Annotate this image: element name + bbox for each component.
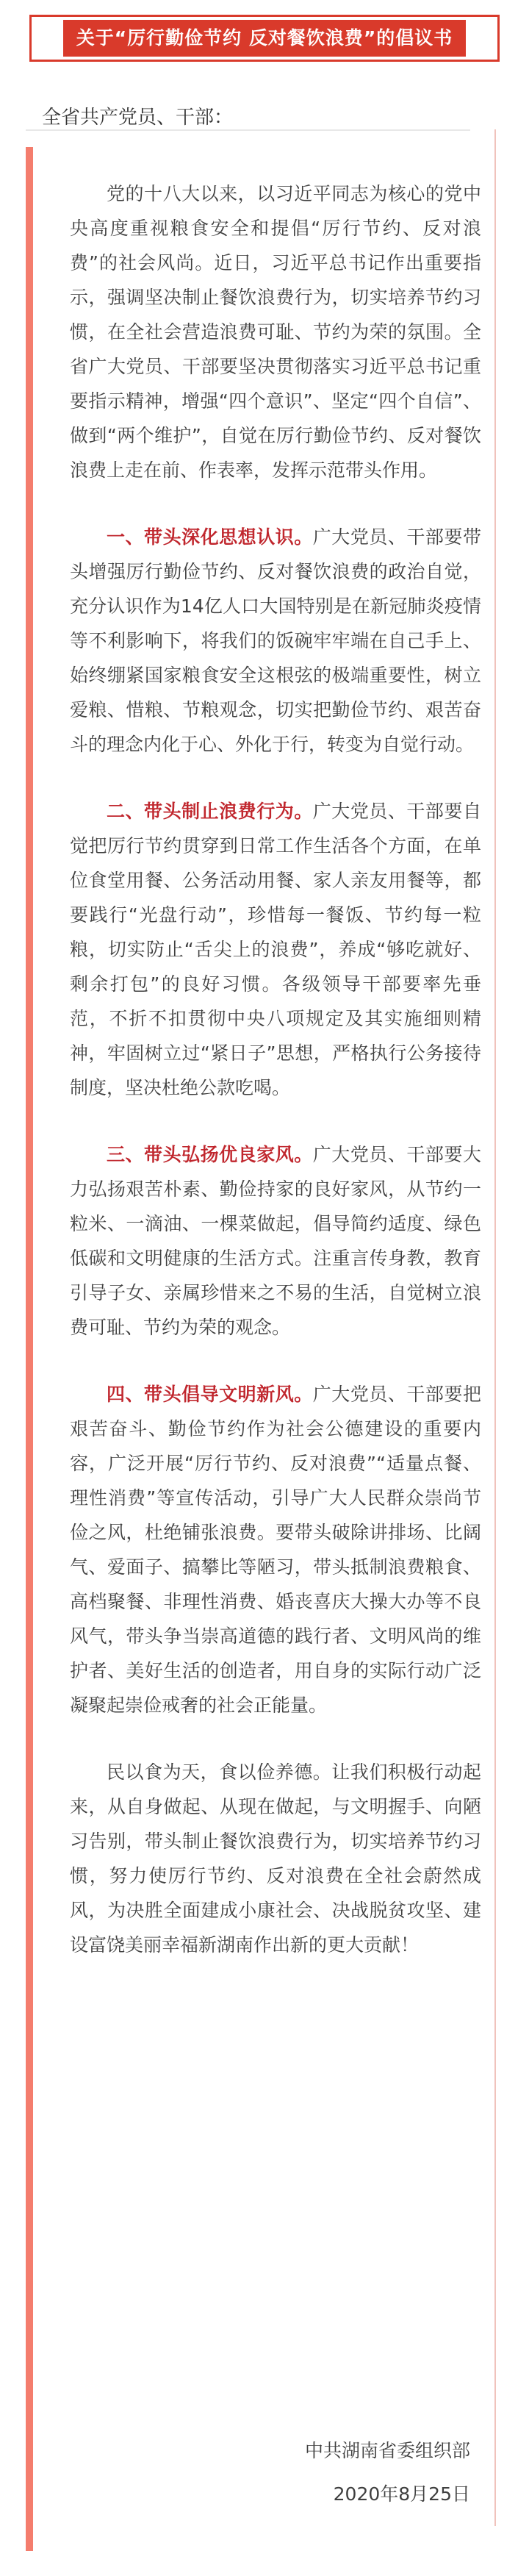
paragraph-closing xyxy=(70,1755,481,1962)
paragraph-intro xyxy=(70,176,481,487)
paragraphs xyxy=(70,176,481,1994)
paragraph-point-1 xyxy=(70,520,481,762)
paragraph-lead: 二、带头制止浪费行为。 xyxy=(107,801,313,822)
right-border xyxy=(494,129,496,2526)
paragraph-point-2 xyxy=(70,794,481,1105)
page-title: 关于“厉行勤俭节约 反对餐饮浪费”的倡议书 xyxy=(63,20,467,57)
paragraph-text: 民以食为天，食以俭养德。让我们积极行动起来，从自身做起、从现在做起，与文明握手、向陋习告别，带头制止餐饮浪费行为，切实培养节约习惯，努力使厉行节约、反对浪费在全社会蔚然成风，为决胜全面建成小康社会、决战脱贫攻坚、建设富饶美丽幸福新湖南作出新的更大贡献！ xyxy=(70,1761,481,1956)
paragraph-text: 广大党员、干部要大力弘扬艰苦朴素、勤俭持家的良好家风，从节约一粒米、一滴油、一棵菜做起，倡导简约适度、绿色低碳和文明健康的生活方式。注重言传身教，教育引导子女、亲属珍惜来之不易的生活，自觉树立浪费可耻、节约为荣的观念。 xyxy=(70,1144,481,1338)
paragraph-text: 广大党员、干部要把艰苦奋斗、勤俭节约作为社会公德建设的重要内容，广泛开展“厉行节约、反对浪费”“适量点餐、理性消费”等宣传活动，引导广大人民群众崇尚节俭之风，杜绝铺张浪费。要带头破除讲排场、比阔气、爱面子、搞攀比等陋习，带头抵制浪费粮食、高档聚餐、非理性消费、婚丧喜庆大操大办等不良风气，带头争当崇高道德的践行者、文明风尚的维护者、美好生活的创造者，用自身的实际行动广泛凝聚起崇俭戒奢的社会正能量。 xyxy=(70,1384,481,1716)
paragraph-text: 广大党员、干部要自觉把厉行节约贯穿到日常工作生活各个方面，在单位食堂用餐、公务活动用餐、家人亲友用餐等，都要践行“光盘行动”，珍惜每一餐饭、节约每一粒粮，切实防止“舌尖上的浪费”，养成“够吃就好、剩余打包”的良好习惯。各级领导干部要率先垂范，不折不扣贯彻中央八项规定及其实施细则精神，牢固树立过“紧日子”思想，严格执行公务接待制度，坚决杜绝公款吃喝。 xyxy=(70,801,481,1098)
signature-org: 中共湖南省委组织部 xyxy=(304,2440,470,2461)
salutation: 全省共产党员、干部： xyxy=(42,107,234,129)
left-accent-bar xyxy=(26,147,33,2551)
letter-body xyxy=(26,103,496,2558)
paragraph-point-3 xyxy=(70,1137,481,1345)
paragraph-lead: 三、带头弘扬优良家风。 xyxy=(107,1144,313,1165)
signature-block xyxy=(305,2433,470,2520)
paragraph-text: 广大党员、干部要带头增强厉行勤俭节约、反对餐饮浪费的政治自觉，充分认识作为14亿人口大国特别是在新冠肺炎疫情等不利影响下，将我们的饭碗牢牢端在自己手上、始终绷紧国家粮食安全这根弦的极端重要性，树立爱粮、惜粮、节粮观念，切实把勤俭节约、艰苦奋斗的理念内化于心、外化于行，转变为自觉行动。 xyxy=(70,526,481,755)
paragraph-lead: 四、带头倡导文明新风。 xyxy=(107,1384,313,1405)
paragraph-lead: 一、带头深化思想认识。 xyxy=(107,526,313,548)
paragraph-point-4 xyxy=(70,1377,481,1722)
title-banner xyxy=(29,15,500,62)
paragraph-text: 党的十八大以来，以习近平同志为核心的党中央高度重视粮食安全和提倡“厉行节约、反对浪费”的社会风尚。近日，习近平总书记作出重要指示，强调坚决制止餐饮浪费行为，切实培养节约习惯，在全社会营造浪费可耻、节约为荣的氛围。全省广大党员、干部要坚决贯彻落实习近平总书记重要指示精神，增强“四个意识”、坚定“四个自信”、做到“两个维护”，自觉在厉行勤俭节约、反对餐饮浪费上走在前、作表率，发挥示范带头作用。 xyxy=(70,183,481,481)
signature-date: 2020年8月25日 xyxy=(333,2483,470,2505)
